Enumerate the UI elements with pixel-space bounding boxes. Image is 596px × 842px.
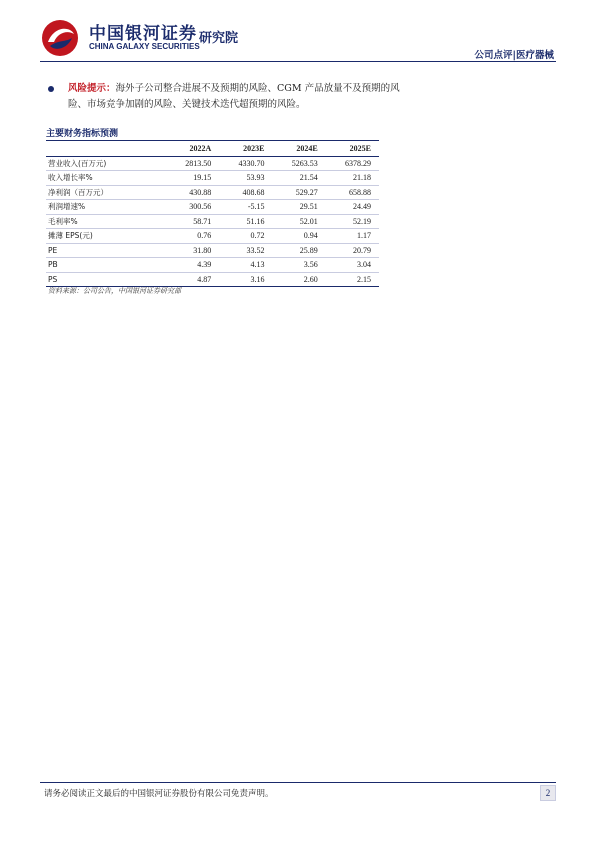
table-cell: 20.79 xyxy=(326,243,379,258)
table-cell: 3.16 xyxy=(219,272,272,287)
table-cell: 2.60 xyxy=(273,272,326,287)
table-row xyxy=(46,258,379,273)
table-cell: 6378.29 xyxy=(326,156,379,171)
table-cell: 529.27 xyxy=(273,185,326,200)
row-label: PB xyxy=(46,258,166,273)
brand-name-cn: 中国银河证券 xyxy=(89,24,197,44)
table-cell: 19.15 xyxy=(166,171,219,186)
table-cell: 31.80 xyxy=(166,243,219,258)
risk-text: 海外子公司整合进展不及预期的风险、CGM 产品放量不及预期的风险、市场竞争加剧的风险、关键技术迭代超预期的风险。 xyxy=(68,83,400,110)
table-cell: 5263.53 xyxy=(273,156,326,171)
brand-institute: 研究院 xyxy=(199,31,239,46)
table-cell: 21.54 xyxy=(273,171,326,186)
table-row xyxy=(46,200,379,215)
table-cell: 0.72 xyxy=(219,229,272,244)
footer-divider xyxy=(40,782,556,783)
table-cell: 1.17 xyxy=(326,229,379,244)
financial-forecast-table xyxy=(46,142,379,287)
table-cell: 25.89 xyxy=(273,243,326,258)
brand-name-en: CHINA GALAXY SECURITIES xyxy=(89,42,200,51)
table-cell: 300.56 xyxy=(166,200,219,215)
page-number: 2 xyxy=(540,785,556,801)
table-cell: 408.68 xyxy=(219,185,272,200)
table-cell: 3.56 xyxy=(273,258,326,273)
table-cell: 24.49 xyxy=(326,200,379,215)
footer-disclaimer: 请务必阅读正文最后的中国银河证券股份有限公司免责声明。 xyxy=(44,789,274,799)
risk-label: 风险提示： xyxy=(68,83,116,94)
header-divider xyxy=(40,61,556,62)
page-header xyxy=(0,0,596,64)
table-cell: 29.51 xyxy=(273,200,326,215)
table-row xyxy=(46,272,379,287)
table-cell: 53.93 xyxy=(219,171,272,186)
risk-warning xyxy=(68,81,408,113)
table-cell: 21.18 xyxy=(326,171,379,186)
row-label: 利润增速% xyxy=(46,200,166,215)
row-label: PE xyxy=(46,243,166,258)
table-cell: 33.52 xyxy=(219,243,272,258)
table-row xyxy=(46,171,379,186)
table-row xyxy=(46,156,379,171)
row-label: 净利润（百万元） xyxy=(46,185,166,200)
table-row xyxy=(46,185,379,200)
table-cell: 4.87 xyxy=(166,272,219,287)
column-header: 2022A xyxy=(166,142,219,156)
table-top-rule xyxy=(46,140,379,141)
table-cell: 2813.50 xyxy=(166,156,219,171)
table-row xyxy=(46,229,379,244)
table-cell: 51.16 xyxy=(219,214,272,229)
table-cell: 0.76 xyxy=(166,229,219,244)
table-cell: 4.13 xyxy=(219,258,272,273)
table-cell: 658.88 xyxy=(326,185,379,200)
table-source-note: 资料来源：公司公告，中国银河证券研究部 xyxy=(48,287,181,295)
table-cell: -5.15 xyxy=(219,200,272,215)
table-cell: 0.94 xyxy=(273,229,326,244)
row-label: 收入增长率% xyxy=(46,171,166,186)
table-cell: 52.19 xyxy=(326,214,379,229)
bullet-dot-icon xyxy=(48,86,54,92)
table-row xyxy=(46,214,379,229)
row-label: 营业收入(百万元) xyxy=(46,156,166,171)
table-header-row xyxy=(46,142,379,156)
galaxy-logo-icon xyxy=(40,18,80,58)
column-header: 2024E xyxy=(273,142,326,156)
row-label: 毛利率% xyxy=(46,214,166,229)
row-label: PS xyxy=(46,272,166,287)
row-label: 摊薄 EPS(元) xyxy=(46,229,166,244)
table-title: 主要财务指标预测 xyxy=(46,129,119,139)
table-cell: 2.15 xyxy=(326,272,379,287)
column-header: 2025E xyxy=(326,142,379,156)
table-row xyxy=(46,243,379,258)
table-cell: 430.88 xyxy=(166,185,219,200)
column-header: 2023E xyxy=(219,142,272,156)
table-cell: 4.39 xyxy=(166,258,219,273)
table-cell: 3.04 xyxy=(326,258,379,273)
table-cell: 4330.70 xyxy=(219,156,272,171)
section-tag: 公司点评|医疗器械 xyxy=(474,50,554,61)
table-cell: 58.71 xyxy=(166,214,219,229)
table-cell: 52.01 xyxy=(273,214,326,229)
column-header xyxy=(46,142,166,156)
